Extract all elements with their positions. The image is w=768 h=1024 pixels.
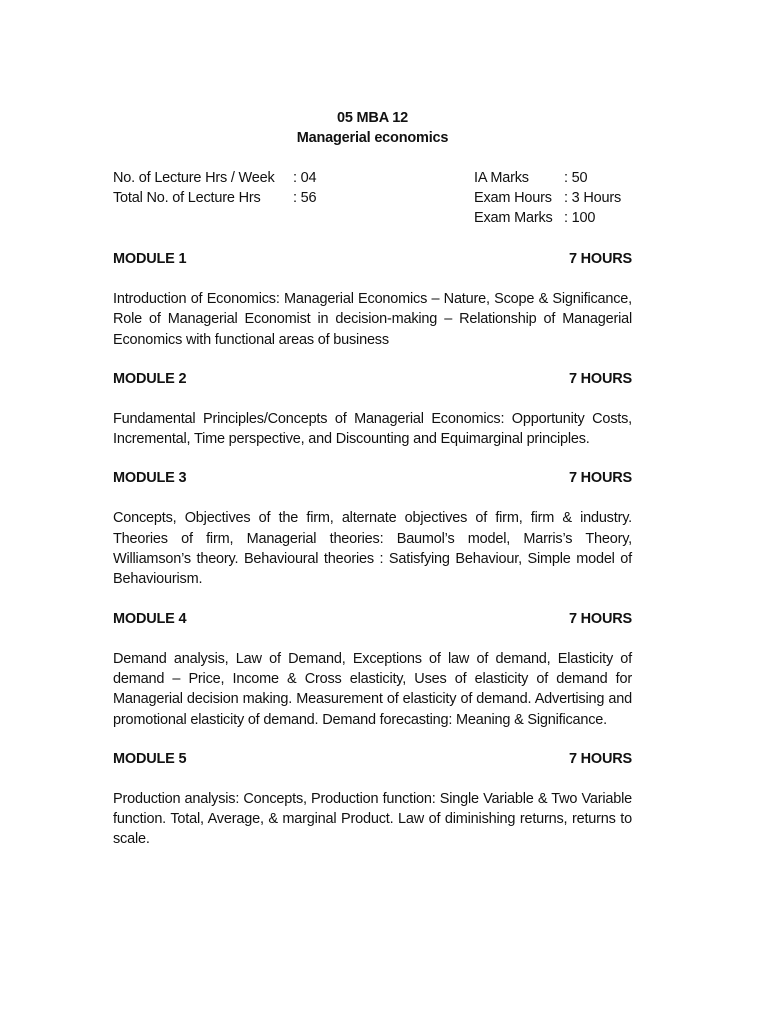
course-code: 05 MBA 12: [337, 110, 408, 126]
module-description: Introduction of Economics: Managerial Economics – Nature, Scope & Significance, Role of Managerial Economist in decision-making – Relationship of Managerial Economics with functional areas of business: [113, 291, 632, 348]
meta-value: : 3 Hours: [564, 190, 622, 206]
module-heading: [113, 749, 632, 769]
module-description: Demand analysis, Law of Demand, Exceptions of law of demand, Elasticity of demand – Price, Income & Cross elasticity, Uses of elasticity of demand for Managerial decision making. Measurement of elasticity of demand. Advertising and promotional elasticity of demand. Demand forecasting: Meaning & Significance.: [113, 650, 632, 728]
module-heading: [113, 609, 632, 629]
module-title: MODULE 5: [113, 750, 187, 767]
meta-row: [113, 188, 316, 208]
module-title: MODULE 2: [113, 370, 187, 387]
meta-row: [474, 208, 621, 228]
module-1: [113, 249, 632, 350]
meta-value: : 50: [564, 170, 588, 186]
meta-label: IA Marks: [474, 170, 529, 186]
module-4: [113, 609, 632, 730]
module-description: Production analysis: Concepts, Production function: Single Variable & Two Variable function. Total, Average, & marginal Product. Law of diminishing returns, returns to scale.: [113, 790, 632, 848]
module-hours: 7 HOURS: [568, 610, 632, 627]
module-hours: 7 HOURS: [568, 470, 632, 487]
meta-label: Exam Marks: [474, 210, 553, 226]
meta-value: : 100: [564, 210, 596, 226]
module-heading: [113, 369, 632, 389]
meta-label: Total No. of Lecture Hrs: [113, 190, 261, 206]
meta-value: : 56: [293, 190, 317, 206]
module-hours: 7 HOURS: [568, 370, 632, 387]
module-heading: [113, 468, 632, 488]
module-hours: 7 HOURS: [568, 750, 632, 767]
meta-row: [113, 168, 316, 188]
module-3: [113, 468, 632, 589]
meta-label: No. of Lecture Hrs / Week: [113, 170, 275, 186]
module-title: MODULE 4: [113, 610, 187, 627]
syllabus-page: [113, 108, 632, 850]
course-title: Managerial economics: [296, 130, 449, 146]
meta-right-column: [474, 168, 621, 228]
meta-label: Exam Hours: [474, 190, 552, 206]
meta-value: : 04: [293, 170, 317, 186]
meta-row: [474, 188, 621, 208]
meta-row: [474, 168, 621, 188]
document-title-block: [113, 108, 632, 148]
module-title: MODULE 3: [113, 470, 187, 487]
module-hours: 7 HOURS: [568, 251, 632, 267]
course-meta: [113, 168, 632, 230]
module-heading: [113, 249, 632, 269]
meta-left-column: [113, 168, 316, 208]
module-description: Concepts, Objectives of the firm, alternate objectives of firm, firm & industry. Theories of firm, Managerial theories: Baumol’s model, Marris’s Theory, Williamson’s theory. Behavioural theories : Satisfying Behaviour, Simple model of Behaviourism.: [113, 510, 632, 588]
module-title: MODULE 1: [113, 251, 187, 267]
module-5: [113, 749, 632, 850]
module-2: [113, 369, 632, 450]
module-description: Fundamental Principles/Concepts of Managerial Economics: Opportunity Costs, Incremental, Time perspective, and Discounting and Equimarginal principles.: [113, 410, 632, 448]
